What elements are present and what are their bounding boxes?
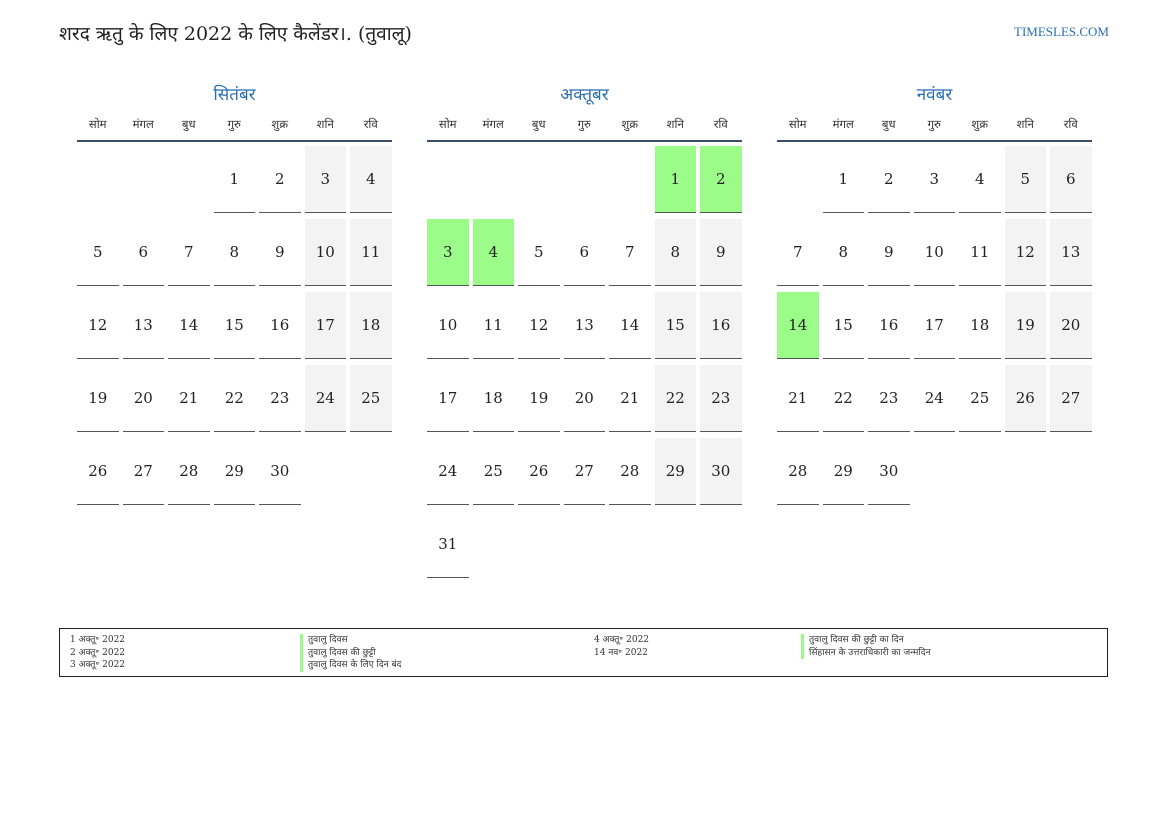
day-cell[interactable]: 16 bbox=[700, 292, 742, 359]
legend-holiday-name: तुवालु दिवस की छुट्टी का दिन bbox=[801, 634, 931, 647]
weekday-label: मंगल bbox=[832, 116, 854, 131]
day-cell[interactable]: 3 bbox=[305, 146, 347, 213]
week-row bbox=[77, 438, 392, 507]
day-cell[interactable]: 20 bbox=[123, 365, 165, 432]
day-cell[interactable]: 23 bbox=[700, 365, 742, 432]
day-cell-empty bbox=[1005, 438, 1047, 505]
weekday-label: मंगल bbox=[132, 116, 154, 131]
day-cell[interactable]: 8 bbox=[823, 219, 865, 286]
day-cell-empty bbox=[609, 511, 651, 578]
legend-date: 2 अक्तू॰ 2022 bbox=[70, 647, 126, 658]
day-cell[interactable]: 17 bbox=[427, 365, 469, 432]
week-row bbox=[427, 365, 742, 434]
day-cell-empty bbox=[959, 438, 1001, 505]
day-cell[interactable]: 10 bbox=[914, 219, 956, 286]
week-row bbox=[427, 219, 742, 288]
week-row bbox=[777, 438, 1092, 507]
day-cell[interactable]: 25 bbox=[473, 438, 515, 505]
week-row bbox=[777, 146, 1092, 215]
day-cell[interactable]: 21 bbox=[777, 365, 819, 432]
month-name: सितंबर bbox=[213, 85, 256, 105]
day-cell[interactable]: 5 bbox=[77, 219, 119, 286]
day-cell[interactable]: 17 bbox=[305, 292, 347, 359]
day-cell-holiday[interactable]: 3 bbox=[427, 219, 469, 286]
month-grid bbox=[77, 146, 392, 507]
legend-names-left bbox=[300, 634, 401, 672]
weekday-label: शनि bbox=[316, 116, 334, 131]
day-cell[interactable]: 4 bbox=[350, 146, 392, 213]
day-cell[interactable]: 24 bbox=[914, 365, 956, 432]
day-cell[interactable]: 11 bbox=[959, 219, 1001, 286]
weekday-label: शुक्र bbox=[271, 116, 289, 131]
day-cell[interactable]: 2 bbox=[868, 146, 910, 213]
day-cell-empty bbox=[473, 146, 515, 213]
day-cell[interactable]: 27 bbox=[564, 438, 606, 505]
day-cell[interactable]: 10 bbox=[305, 219, 347, 286]
day-cell[interactable]: 13 bbox=[123, 292, 165, 359]
month-name: नवंबर bbox=[916, 85, 953, 105]
weekday-label: सोम bbox=[788, 116, 807, 131]
day-cell[interactable]: 31 bbox=[427, 511, 469, 578]
day-cell[interactable]: 5 bbox=[1005, 146, 1047, 213]
week-row bbox=[77, 365, 392, 434]
day-cell[interactable]: 1 bbox=[214, 146, 256, 213]
day-cell-empty bbox=[914, 438, 956, 505]
weekday-label: शनि bbox=[1016, 116, 1034, 131]
day-cell-empty bbox=[350, 438, 392, 505]
day-cell-holiday[interactable]: 14 bbox=[777, 292, 819, 359]
day-cell[interactable]: 26 bbox=[77, 438, 119, 505]
week-row bbox=[427, 511, 742, 580]
day-cell[interactable]: 23 bbox=[868, 365, 910, 432]
day-cell-holiday[interactable]: 4 bbox=[473, 219, 515, 286]
day-cell[interactable]: 14 bbox=[609, 292, 651, 359]
day-cell[interactable]: 15 bbox=[655, 292, 697, 359]
month-grid bbox=[777, 146, 1092, 507]
week-row bbox=[77, 146, 392, 215]
day-cell[interactable]: 1 bbox=[823, 146, 865, 213]
holiday-legend bbox=[59, 628, 1108, 677]
week-row bbox=[427, 438, 742, 507]
day-cell[interactable]: 16 bbox=[259, 292, 301, 359]
legend-holiday-name: सिंहासन के उत्तराधिकारी का जन्मदिन bbox=[801, 647, 931, 660]
day-cell[interactable]: 7 bbox=[609, 219, 651, 286]
weekday-label: बुध bbox=[181, 116, 196, 131]
legend-holiday-name: तुवालु दिवस bbox=[300, 634, 401, 647]
day-cell[interactable]: 13 bbox=[564, 292, 606, 359]
day-cell[interactable]: 25 bbox=[959, 365, 1001, 432]
day-cell-empty bbox=[123, 146, 165, 213]
day-cell[interactable]: 30 bbox=[259, 438, 301, 505]
page-title: शरद ऋतु के लिए 2022 के लिए कैलेंडर।. (तुवालू) bbox=[59, 23, 412, 45]
day-cell-empty bbox=[655, 511, 697, 578]
day-cell[interactable]: 29 bbox=[655, 438, 697, 505]
day-cell[interactable]: 13 bbox=[1050, 219, 1092, 286]
day-cell[interactable]: 19 bbox=[1005, 292, 1047, 359]
legend-date: 4 अक्तू॰ 2022 bbox=[594, 635, 650, 645]
day-cell[interactable]: 18 bbox=[473, 365, 515, 432]
month-october bbox=[427, 82, 742, 584]
day-cell[interactable]: 6 bbox=[123, 219, 165, 286]
day-cell[interactable]: 16 bbox=[868, 292, 910, 359]
weekday-label: सोम bbox=[438, 116, 457, 131]
day-cell[interactable]: 26 bbox=[1005, 365, 1047, 432]
day-cell[interactable]: 6 bbox=[564, 219, 606, 286]
weekday-label: शुक्र bbox=[971, 116, 989, 131]
month-september bbox=[77, 82, 392, 511]
day-cell[interactable]: 4 bbox=[959, 146, 1001, 213]
day-cell-empty bbox=[77, 146, 119, 213]
legend-names-right bbox=[801, 634, 931, 659]
day-cell[interactable]: 9 bbox=[259, 219, 301, 286]
day-cell[interactable]: 19 bbox=[77, 365, 119, 432]
week-row bbox=[777, 292, 1092, 361]
week-row bbox=[777, 219, 1092, 288]
day-cell[interactable]: 28 bbox=[168, 438, 210, 505]
day-cell[interactable]: 21 bbox=[609, 365, 651, 432]
day-cell[interactable]: 14 bbox=[168, 292, 210, 359]
day-cell[interactable]: 29 bbox=[823, 438, 865, 505]
legend-dates-left bbox=[70, 634, 125, 672]
day-cell[interactable]: 11 bbox=[473, 292, 515, 359]
day-cell[interactable]: 22 bbox=[823, 365, 865, 432]
weekday-label: शुक्र bbox=[621, 116, 639, 131]
day-cell-empty bbox=[777, 146, 819, 213]
site-link[interactable]: TIMESLES.COM bbox=[1014, 24, 1109, 39]
day-cell-empty bbox=[564, 146, 606, 213]
day-cell[interactable]: 29 bbox=[214, 438, 256, 505]
week-row bbox=[777, 365, 1092, 434]
legend-date: 3 अक्तू॰ 2022 bbox=[70, 660, 126, 670]
day-cell[interactable]: 5 bbox=[518, 219, 560, 286]
day-cell[interactable]: 27 bbox=[123, 438, 165, 505]
weekday-label: बुध bbox=[531, 116, 546, 131]
legend-holiday-name: तुवालु दिवस के लिए दिन बंद bbox=[300, 659, 401, 672]
day-cell[interactable]: 7 bbox=[777, 219, 819, 286]
day-cell[interactable]: 18 bbox=[959, 292, 1001, 359]
day-cell[interactable]: 2 bbox=[259, 146, 301, 213]
day-cell[interactable]: 22 bbox=[214, 365, 256, 432]
legend-dates-right bbox=[594, 634, 649, 659]
day-cell-empty bbox=[1050, 438, 1092, 505]
weekday-header bbox=[777, 108, 1092, 142]
weekday-label: रवि bbox=[1063, 116, 1078, 131]
day-cell[interactable]: 24 bbox=[427, 438, 469, 505]
day-cell[interactable]: 18 bbox=[350, 292, 392, 359]
week-row bbox=[427, 292, 742, 361]
day-cell-holiday[interactable]: 2 bbox=[700, 146, 742, 213]
day-cell[interactable]: 12 bbox=[518, 292, 560, 359]
day-cell[interactable]: 3 bbox=[914, 146, 956, 213]
day-cell[interactable]: 9 bbox=[700, 219, 742, 286]
day-cell[interactable]: 11 bbox=[350, 219, 392, 286]
month-november bbox=[777, 82, 1092, 511]
weekday-label: गुरु bbox=[927, 116, 941, 131]
day-cell[interactable]: 25 bbox=[350, 365, 392, 432]
day-cell[interactable]: 8 bbox=[655, 219, 697, 286]
day-cell[interactable]: 23 bbox=[259, 365, 301, 432]
day-cell-empty bbox=[518, 511, 560, 578]
day-cell[interactable]: 30 bbox=[868, 438, 910, 505]
day-cell[interactable]: 28 bbox=[609, 438, 651, 505]
month-grid bbox=[427, 146, 742, 580]
legend-date: 1 अक्तू॰ 2022 bbox=[70, 635, 126, 645]
weekday-label: बुध bbox=[881, 116, 896, 131]
day-cell[interactable]: 12 bbox=[77, 292, 119, 359]
day-cell[interactable]: 17 bbox=[914, 292, 956, 359]
day-cell-empty bbox=[700, 511, 742, 578]
day-cell-empty bbox=[564, 511, 606, 578]
day-cell[interactable]: 8 bbox=[214, 219, 256, 286]
day-cell[interactable]: 24 bbox=[305, 365, 347, 432]
day-cell[interactable]: 28 bbox=[777, 438, 819, 505]
day-cell-empty bbox=[473, 511, 515, 578]
day-cell[interactable]: 15 bbox=[823, 292, 865, 359]
weekday-label: रवि bbox=[713, 116, 728, 131]
day-cell-empty bbox=[168, 146, 210, 213]
weekday-label: सोम bbox=[88, 116, 107, 131]
legend-date: 14 नव॰ 2022 bbox=[594, 647, 648, 658]
weekday-label: मंगल bbox=[482, 116, 504, 131]
legend-holiday-name: तुवालु दिवस की छुट्टी bbox=[300, 647, 401, 660]
day-cell-empty bbox=[609, 146, 651, 213]
day-cell[interactable]: 19 bbox=[518, 365, 560, 432]
day-cell-holiday[interactable]: 1 bbox=[655, 146, 697, 213]
day-cell[interactable]: 20 bbox=[564, 365, 606, 432]
weekday-label: शनि bbox=[666, 116, 684, 131]
day-cell[interactable]: 30 bbox=[700, 438, 742, 505]
day-cell[interactable]: 27 bbox=[1050, 365, 1092, 432]
day-cell[interactable]: 26 bbox=[518, 438, 560, 505]
week-row bbox=[77, 292, 392, 361]
weekday-label: गुरु bbox=[577, 116, 591, 131]
day-cell[interactable]: 6 bbox=[1050, 146, 1092, 213]
month-name: अक्तूबर bbox=[560, 85, 609, 105]
day-cell[interactable]: 9 bbox=[868, 219, 910, 286]
day-cell-empty bbox=[518, 146, 560, 213]
day-cell[interactable]: 22 bbox=[655, 365, 697, 432]
weekday-header bbox=[77, 108, 392, 142]
day-cell[interactable]: 12 bbox=[1005, 219, 1047, 286]
day-cell[interactable]: 20 bbox=[1050, 292, 1092, 359]
day-cell-empty bbox=[427, 146, 469, 213]
day-cell[interactable]: 21 bbox=[168, 365, 210, 432]
day-cell[interactable]: 15 bbox=[214, 292, 256, 359]
weekday-header bbox=[427, 108, 742, 142]
week-row bbox=[427, 146, 742, 215]
day-cell[interactable]: 7 bbox=[168, 219, 210, 286]
week-row bbox=[77, 219, 392, 288]
day-cell[interactable]: 10 bbox=[427, 292, 469, 359]
day-cell-empty bbox=[305, 438, 347, 505]
weekday-label: गुरु bbox=[227, 116, 241, 131]
weekday-label: रवि bbox=[363, 116, 378, 131]
